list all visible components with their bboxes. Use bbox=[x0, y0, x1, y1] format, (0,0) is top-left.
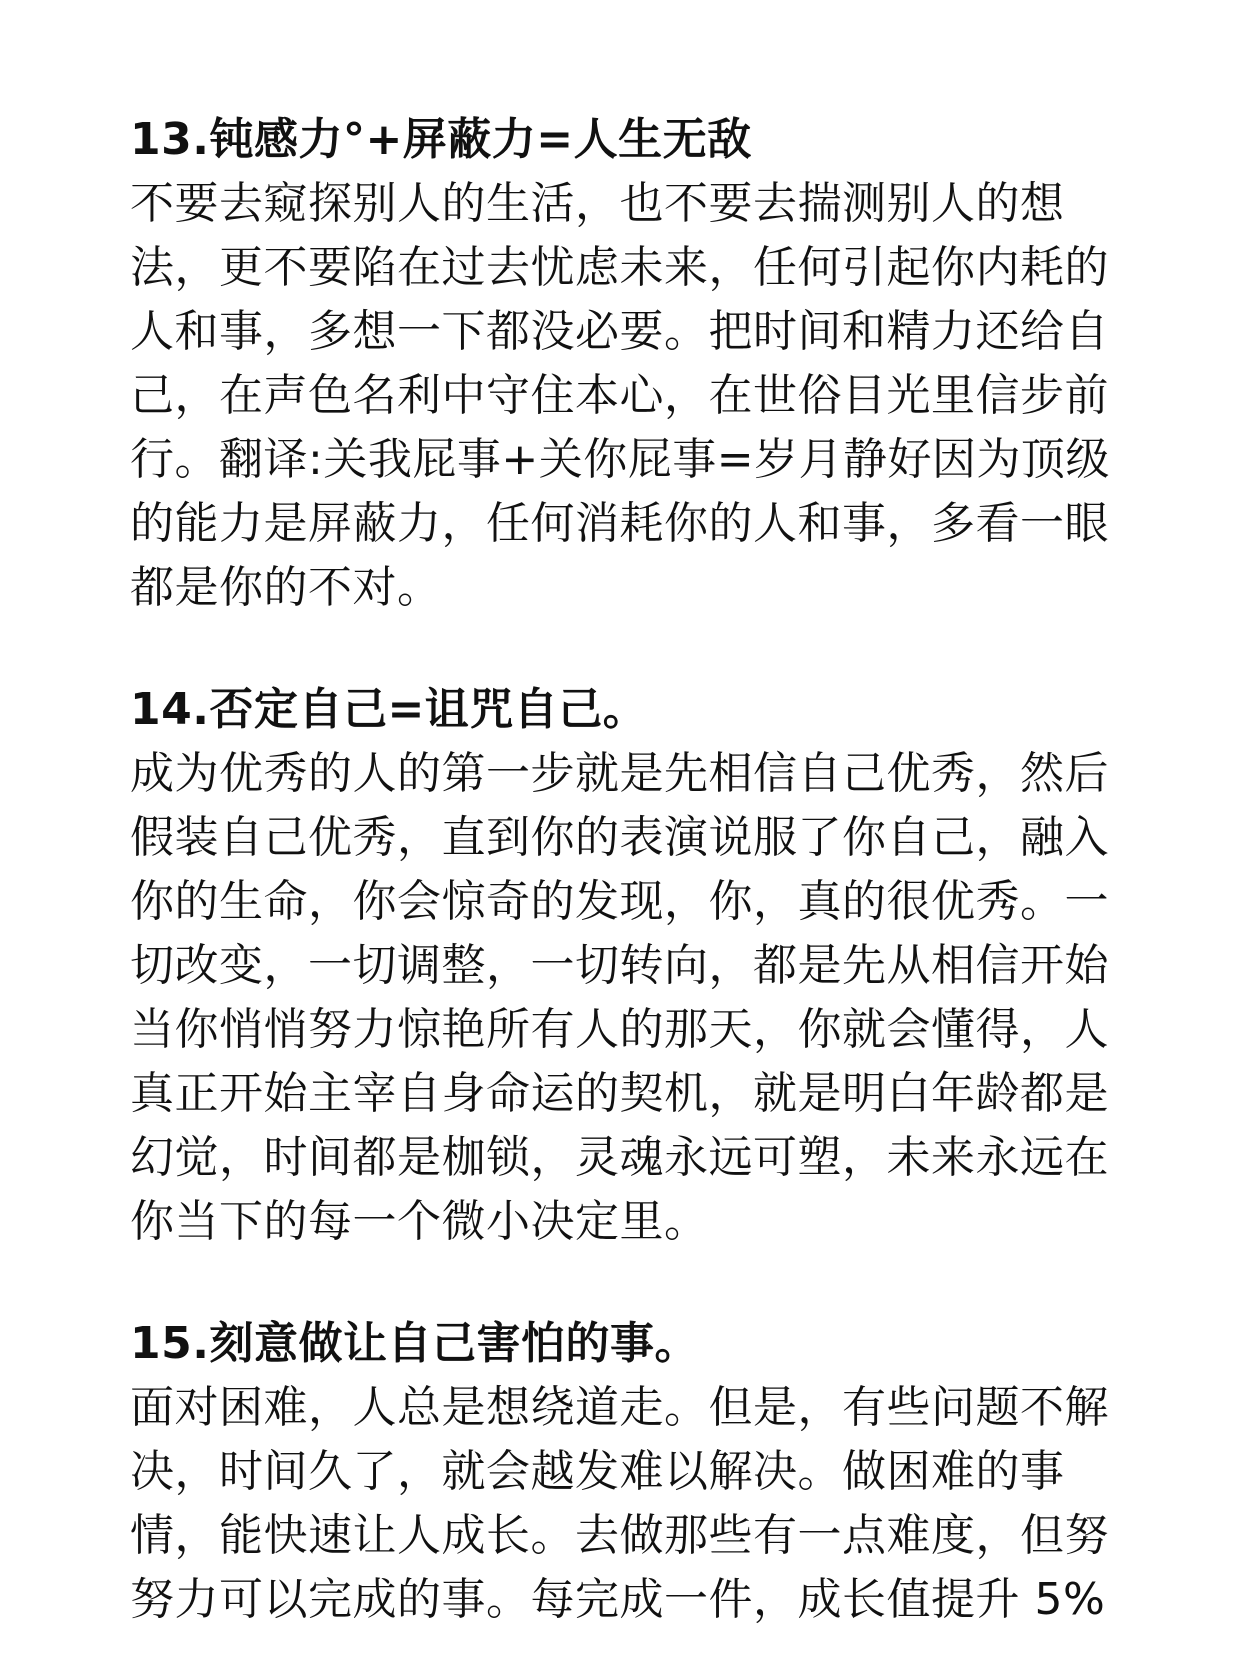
text-line: 情，能快速让人成长。去做那些有一点难度，但努 bbox=[130, 1510, 1109, 1561]
text-line: 人和事，多想一下都没必要。把时间和精力还给自 bbox=[130, 306, 1109, 357]
text-line: 假装自己优秀，直到你的表演说服了你自己，融入 bbox=[130, 812, 1109, 863]
text-line: 你当下的每一个微小决定里。 bbox=[130, 1196, 709, 1247]
text-line: 都是你的不对。 bbox=[130, 562, 442, 613]
text-line: 己，在声色名利中守住本心，在世俗目光里信步前 bbox=[130, 370, 1109, 421]
section-paragraph bbox=[130, 172, 1130, 620]
text-line: 不要去窥探别人的生活，也不要去揣测别人的想 bbox=[130, 178, 1065, 229]
section-paragraph bbox=[130, 1376, 1130, 1632]
section-15 bbox=[130, 1312, 1130, 1632]
text-line: 决，时间久了，就会越发难以解决。做困难的事 bbox=[130, 1446, 1065, 1497]
text-line: 切改变，一切调整，一切转向，都是先从相信开始 bbox=[130, 940, 1109, 991]
text-line: 成为优秀的人的第一步就是先相信自己优秀，然后 bbox=[130, 748, 1109, 799]
section-13 bbox=[130, 108, 1130, 620]
section-title: 14.否定自己=诅咒自己。 bbox=[130, 684, 648, 735]
section-title: 13.钝感力°+屏蔽力=人生无敌 bbox=[130, 114, 752, 165]
text-line: 真正开始主宰自身命运的契机，就是明白年龄都是 bbox=[130, 1068, 1109, 1119]
text-line: 当你悄悄努力惊艳所有人的那天，你就会懂得，人 bbox=[130, 1004, 1109, 1055]
text-line: 法，更不要陷在过去忧虑未来，任何引起你内耗的 bbox=[130, 242, 1109, 293]
text-line: 努力可以完成的事。每完成一件，成长值提升 5% bbox=[130, 1574, 1106, 1625]
document-body bbox=[130, 108, 1130, 1632]
text-line: 行。翻译:关我屁事+关你屁事=岁月静好因为顶级 bbox=[130, 434, 1111, 485]
section-14 bbox=[130, 678, 1130, 1254]
section-title: 15.刻意做让自己害怕的事。 bbox=[130, 1318, 699, 1369]
section-paragraph bbox=[130, 742, 1130, 1254]
text-line: 面对困难，人总是想绕道走。但是，有些问题不解 bbox=[130, 1382, 1109, 1433]
text-line: 的能力是屏蔽力，任何消耗你的人和事，多看一眼 bbox=[130, 498, 1109, 549]
text-line: 你的生命，你会惊奇的发现，你，真的很优秀。一 bbox=[130, 876, 1109, 927]
text-line: 幻觉，时间都是枷锁，灵魂永远可塑，未来永远在 bbox=[130, 1132, 1109, 1183]
